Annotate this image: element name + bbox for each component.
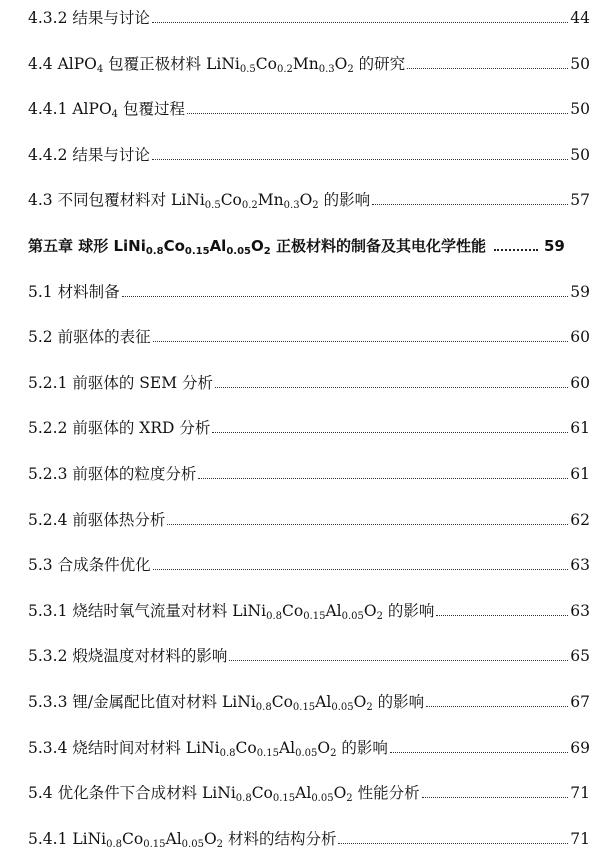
toc-entry[interactable] (28, 597, 590, 621)
toc-entry[interactable] (28, 95, 590, 119)
toc-entry[interactable] (28, 506, 590, 530)
toc-title-text: Al (315, 693, 332, 711)
dot-leader (152, 22, 568, 23)
toc-entry[interactable] (28, 414, 590, 438)
toc-page-number: 50 (570, 100, 590, 119)
toc-title-subscript: 0.05 (226, 246, 252, 257)
toc-title-subscript: 2 (216, 838, 224, 850)
toc-title-subscript: 0.8 (255, 702, 272, 713)
toc-title-text: 4.4.2 结果与讨论 (28, 145, 150, 164)
toc-title-text: O (334, 54, 348, 73)
toc-title-text: 5.3.4 烧结时间对材料 LiNi (28, 738, 220, 757)
toc-title-subscript: 0.3 (318, 63, 335, 75)
toc-entry[interactable] (28, 688, 590, 712)
toc-title-subscript: 0.15 (272, 793, 296, 805)
toc-title-subscript: 0.05 (311, 793, 334, 805)
toc-title-text: 的影响 (382, 601, 435, 620)
toc-title-subscript: 0.2 (276, 63, 293, 75)
toc-page-number: 50 (570, 54, 590, 73)
toc-title-text: Co (235, 738, 257, 757)
toc-title-subscript: 0.8 (219, 747, 236, 759)
toc-title-text: O (317, 738, 331, 757)
toc-entry-title (28, 555, 151, 575)
toc-title-text: Co (122, 829, 144, 848)
toc-title-text: 4.3 不同包覆材料对 LiNi (28, 191, 205, 210)
toc-title-text: Co (271, 693, 293, 711)
toc-entry[interactable] (28, 141, 590, 165)
toc-title-text: O (353, 693, 367, 711)
toc-entry[interactable] (28, 825, 590, 849)
toc-title-subscript: 4 (96, 63, 104, 75)
toc-title-text: O (363, 601, 377, 620)
toc-entry[interactable] (28, 278, 590, 302)
toc-entry-title (28, 418, 210, 438)
toc-page-number: 71 (570, 784, 590, 803)
dot-leader (407, 68, 568, 69)
dot-leader (229, 660, 568, 661)
toc-title-text: 4.4 AlPO (28, 54, 97, 73)
toc-title-text: Co (255, 54, 277, 73)
toc-title-text: Co (163, 237, 185, 255)
dot-leader (122, 296, 569, 297)
toc-title-text: 的影响 (336, 738, 388, 757)
toc-title-subscript: 0.15 (256, 747, 279, 759)
toc-entry-title (28, 692, 424, 712)
toc-page-number: 65 (570, 647, 590, 666)
toc-title-subscript: 2 (263, 246, 271, 257)
toc-title-text: Al (165, 829, 182, 848)
dot-leader (167, 524, 568, 525)
dot-leader (153, 341, 569, 342)
toc-entry-title (28, 646, 227, 666)
toc-title-subscript: 0.2 (241, 200, 258, 212)
toc-entry-title (28, 783, 420, 803)
toc-page-number: 67 (570, 693, 590, 711)
toc-title-subscript: 0.8 (106, 838, 123, 850)
toc-title-text: 5.2.3 前驱体的粒度分析 (28, 465, 197, 483)
toc-title-text: 5.2.1 前驱体的 SEM 分析 (28, 373, 214, 392)
dot-leader (198, 478, 568, 479)
toc-entry-title (28, 99, 185, 119)
toc-page-number: 61 (570, 419, 590, 438)
toc-entry-title (28, 738, 388, 758)
toc-title-text: 5.3.3 锂/金属配比值对材料 LiNi (28, 693, 256, 711)
toc-entry-title (28, 54, 405, 74)
toc-title-text: 的影响 (372, 693, 425, 711)
toc-title-text: 正极材料的制备及其电化学性能 (270, 237, 486, 255)
toc-entry-title (28, 510, 165, 530)
toc-title-subscript: 0.5 (204, 200, 221, 212)
toc-title-text: O (203, 829, 217, 848)
toc-page-number: 69 (570, 738, 590, 757)
toc-title-text: 5.4 优化条件下合成材料 LiNi (28, 784, 236, 803)
toc-title-text: Al (278, 738, 296, 757)
dot-leader (215, 387, 568, 388)
toc-title-text: 性能分析 (352, 784, 420, 803)
toc-entry[interactable] (28, 642, 590, 666)
toc-entry[interactable] (28, 460, 590, 484)
toc-title-subscript: 0.8 (145, 246, 164, 257)
toc-title-text: 5.3 合成条件优化 (28, 556, 151, 575)
toc-page-number: 59 (544, 237, 565, 255)
dot-leader (153, 569, 569, 570)
toc-title-subscript: 0.15 (184, 246, 210, 257)
toc-entry-title (28, 327, 151, 347)
toc-title-text: 5.2.4 前驱体热分析 (28, 510, 166, 529)
toc-title-subscript: 0.05 (341, 610, 364, 622)
toc-title-subscript: 0.05 (331, 702, 354, 713)
toc-page-number: 63 (570, 601, 590, 620)
toc-entry-title (28, 601, 434, 621)
toc-entry[interactable] (28, 50, 590, 74)
toc-title-subscript: 4 (111, 109, 119, 121)
dot-leader (187, 113, 568, 114)
toc-page-number: 63 (570, 556, 590, 575)
toc-title-subscript: 0.15 (143, 838, 166, 850)
toc-title-text: 的研究 (353, 54, 406, 73)
toc-title-subscript: 2 (376, 610, 383, 622)
toc-title-subscript: 2 (346, 793, 353, 805)
dot-leader (422, 797, 569, 798)
toc-title-text: Al (209, 237, 227, 255)
dot-leader (390, 752, 568, 753)
toc-chapter-entry[interactable] (28, 232, 590, 256)
dot-leader (372, 204, 568, 205)
toc-title-subscript: 0.5 (239, 63, 256, 75)
toc-entry[interactable] (28, 779, 590, 803)
toc-title-text: 材料的结构分析 (223, 829, 337, 848)
toc-entry[interactable] (28, 323, 590, 347)
toc-entry[interactable] (28, 369, 590, 393)
toc-title-text: Co (220, 191, 242, 210)
dot-leader (426, 706, 568, 707)
toc-title-text: 4.4.1 AlPO (28, 100, 112, 119)
toc-title-text: O (251, 237, 264, 255)
toc-page-number: 62 (570, 510, 590, 529)
toc-title-subscript: 2 (366, 702, 373, 713)
toc-title-text: O (333, 784, 347, 803)
toc-entry-title (28, 8, 150, 28)
dot-leader (212, 432, 568, 433)
toc-title-subscript: 0.05 (181, 838, 204, 850)
toc-page-number: 60 (570, 373, 590, 392)
toc-title-text: 包覆过程 (118, 100, 185, 119)
toc-title-text: 5.4.1 LiNi (28, 829, 107, 848)
toc-entry-title (28, 145, 150, 165)
toc-title-subscript: 2 (347, 63, 354, 75)
dot-leader (152, 159, 568, 160)
toc-title-text: 包覆正极材料 LiNi (103, 54, 240, 73)
toc-entry-title (28, 373, 213, 393)
toc-entry[interactable] (28, 734, 590, 758)
dot-leader (338, 843, 568, 844)
toc-title-text: 5.2.2 前驱体的 XRD 分析 (28, 419, 211, 438)
toc-page-number: 60 (570, 328, 590, 347)
toc-page-number: 44 (570, 9, 590, 27)
toc-title-text: Mn (292, 54, 319, 73)
toc-title-subscript: 2 (312, 200, 319, 212)
toc-title-text: 5.2 前驱体的表征 (28, 328, 151, 347)
toc-title-subscript: 0.3 (283, 200, 300, 212)
toc-title-subscript: 0.8 (266, 610, 282, 622)
toc-entry-title (28, 829, 336, 849)
toc-title-text: 5.3.1 烧结时氧气流量对材料 LiNi (28, 601, 267, 620)
toc-entry[interactable] (28, 4, 590, 28)
toc-entry[interactable] (28, 551, 590, 575)
toc-title-text: Mn (257, 191, 284, 210)
toc-entry-title (28, 282, 120, 302)
toc-page-number: 61 (570, 465, 590, 483)
toc-entry-title (28, 464, 196, 484)
toc-title-text: 5.1 材料制备 (28, 282, 120, 301)
toc-title-text: 4.3.2 结果与讨论 (28, 9, 150, 27)
toc-page-number: 71 (570, 829, 590, 848)
toc-title-text: Al (325, 601, 342, 620)
toc-title-text: 的影响 (318, 191, 371, 210)
toc-title-text: 第五章 球形 LiNi (28, 237, 146, 255)
dot-leader (494, 249, 538, 251)
toc-title-text: Co (251, 784, 273, 803)
toc-title-subscript: 0.8 (235, 793, 252, 805)
toc-title-text: O (299, 191, 313, 210)
toc-page-number: 57 (570, 191, 590, 210)
toc-page-number: 59 (570, 282, 590, 301)
toc-entry-title (28, 190, 370, 210)
toc-title-subscript: 0.05 (295, 747, 318, 759)
toc-title-text: 5.3.2 煅烧温度对材料的影响 (28, 647, 228, 666)
toc-title-subscript: 0.15 (303, 610, 326, 622)
toc-title-subscript: 0.15 (292, 702, 316, 713)
toc-title-subscript: 2 (330, 747, 337, 759)
toc-entry[interactable] (28, 186, 590, 210)
toc-title-text: Al (295, 784, 312, 803)
toc-title-text: Co (281, 601, 304, 620)
toc-entry-title (28, 236, 486, 256)
toc-page-number: 50 (570, 145, 590, 164)
dot-leader (436, 615, 568, 616)
